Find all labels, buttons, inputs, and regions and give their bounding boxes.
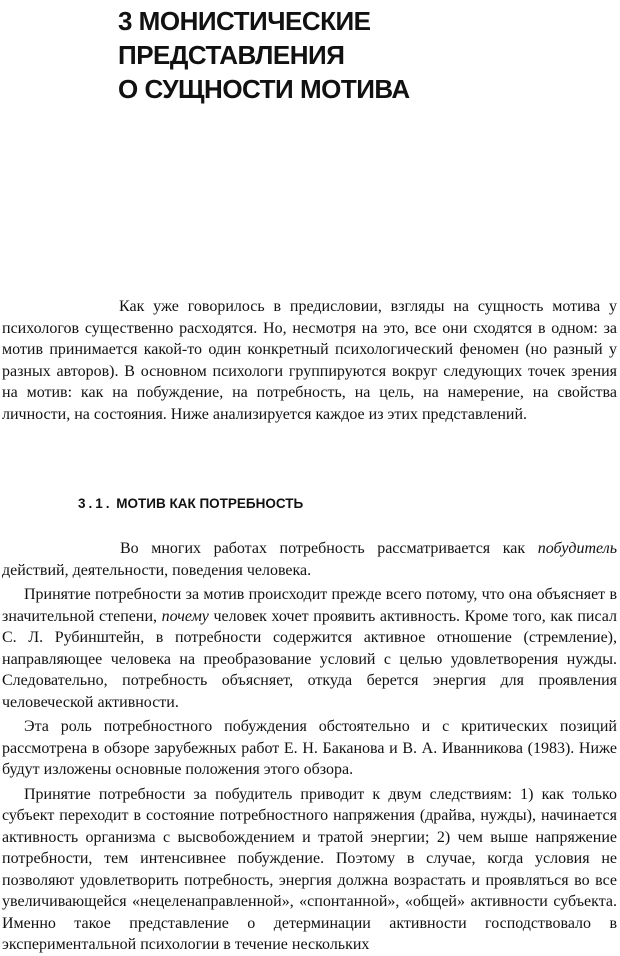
section-body bbox=[2, 538, 617, 956]
chapter-title bbox=[118, 4, 598, 106]
chapter-title-line-3: О СУЩНОСТИ МОТИВА bbox=[118, 74, 410, 104]
section-title: МОТИВ КАК ПОТРЕБНОСТЬ bbox=[116, 496, 304, 511]
section-heading bbox=[78, 494, 303, 514]
p1-text-before: Во многих работах потребность рассматривается как bbox=[120, 540, 538, 557]
p1-text-after: действий, деятельности, поведения человека. bbox=[2, 561, 312, 579]
intro-paragraph: Как уже говорилось в предисловии, взгляды на сущность мотива у психологов существенно расходятся. Но, несмотря на это, все они сходятся в одном: за мотив принимается какой-то один конкретный психологический феномен (но разный у разных авторов). В основном психологи группируются вокруг следующих точек зрения на мотив: как на побуждение, на потребность, на цель, на намерение, на свойства личности, на состояния. Ниже анализируется каждое из этих представлений. bbox=[2, 298, 617, 423]
p2-text-after: человек хочет проявить активность. Кроме того, как писал С. Л. Рубинштейн, в потребности содержится активное отношение (стремление), направляющее человека на преобразование условий с целью удовлетворения нужды. Следовательно, потребность объясняет, откуда берется энергия для проявления человеческой активности. bbox=[2, 607, 618, 711]
chapter-title-line-2: ПРЕДСТАВЛЕНИЯ bbox=[118, 40, 345, 70]
section-paragraph-4: Принятие потребности за побудитель приводит к двум следствиям: 1) как только субъект переходит в состояние потребностного напряжения (драйва, нужды), начинается активность организма с высвобождением и тратой энергии; 2) чем выше напряжение потребности, тем интенсивнее побуждение. Поэтому в случае, когда условия не позволяют удовлетворить потребность, энергия должна возрастать и проявляться во все увеличивающейся «нецеленаправленной», «спонтанной», «общей» активности субъекта. Именно такое представление о детерминации активности господствовало в экспериментальной психологии в течение нескольких bbox=[2, 785, 617, 953]
chapter-title-line-1: 3 МОНИСТИЧЕСКИЕ bbox=[118, 6, 371, 36]
intro-block bbox=[2, 296, 617, 425]
section-paragraph-1 bbox=[2, 538, 617, 581]
p2-emphasis: почему bbox=[161, 607, 209, 625]
section-paragraph-3: Эта роль потребностного побуждения обстоятельно и с критических позиций рассмотрена в обзоре зарубежных работ Е. Н. Баканова и В. А. Иванникова (1983). Ниже будут изложены основные положения этого обзора. bbox=[2, 718, 617, 778]
section-number: 3.1. bbox=[78, 496, 113, 511]
section-paragraph-2 bbox=[2, 584, 617, 713]
p1-emphasis: побудитель bbox=[537, 540, 617, 557]
p2-text-before: Принятие потребности за мотив происходит прежде всего потому, что она объясняет в значительной степени, bbox=[2, 586, 617, 625]
